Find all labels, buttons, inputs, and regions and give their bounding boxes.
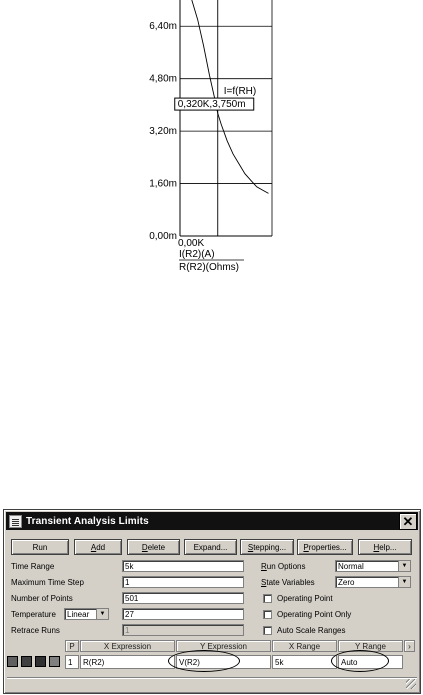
- time-range-label: Time Range: [11, 562, 55, 571]
- run-options-value: Normal: [338, 562, 364, 571]
- x-tick-label: 0,00K: [178, 238, 205, 249]
- retrace-runs-label: Retrace Runs: [11, 626, 60, 635]
- xlabel-denominator: R(R2)(Ohms): [179, 262, 239, 273]
- row-line-style-swatch[interactable]: [21, 656, 32, 667]
- properties-button[interactable]: [297, 539, 353, 555]
- add-button-label: dd: [96, 542, 106, 552]
- ylabel-numerator: I(R2)(A): [179, 249, 215, 260]
- series-legend: I=f(RH): [223, 86, 257, 98]
- status-bar: [7, 677, 417, 690]
- transient-analysis-dialog: [3, 509, 421, 694]
- operating-point-only-label: Operating Point Only: [277, 610, 352, 619]
- row-marker-swatch[interactable]: [49, 656, 60, 667]
- dialog-title: Transient Analysis Limits: [26, 515, 149, 527]
- help-button[interactable]: [358, 539, 412, 555]
- stepping-button-label: tepping...: [253, 542, 287, 552]
- state-variables-label-text: tate Variables: [266, 578, 315, 587]
- operating-point-label: Operating Point: [277, 594, 333, 603]
- highlight-ellipse-y-range: [331, 650, 389, 672]
- operating-point-checkbox[interactable]: [263, 594, 272, 603]
- row-y-expression-cell[interactable]: V(R2): [176, 655, 271, 669]
- y-tick-label: 3,20m: [149, 126, 177, 138]
- run-options-select[interactable]: [335, 560, 411, 572]
- plot-grid: [177, 0, 272, 236]
- run-options-label: Run Options: [261, 562, 306, 571]
- chevron-down-icon[interactable]: ▼: [96, 609, 108, 619]
- chevron-down-icon[interactable]: ▼: [398, 561, 410, 571]
- grid-header-x-range[interactable]: X Range: [272, 640, 337, 652]
- operating-point-only-checkbox[interactable]: [263, 610, 272, 619]
- help-button-accelerator: H: [373, 542, 380, 552]
- retrace-runs-field: 1: [122, 624, 244, 636]
- resize-grip-icon[interactable]: [406, 679, 416, 689]
- max-time-step-field[interactable]: 1: [122, 576, 244, 588]
- grid-header-y-range[interactable]: Y Range: [338, 640, 403, 652]
- run-button[interactable]: [11, 539, 69, 555]
- properties-button-label: roperties...: [308, 542, 347, 552]
- window-icon: [9, 515, 22, 528]
- row-color-swatch[interactable]: [7, 656, 18, 667]
- state-variables-select[interactable]: [335, 576, 411, 588]
- delete-button-accelerator: D: [141, 542, 148, 552]
- number-of-points-field[interactable]: 501: [122, 592, 244, 604]
- max-time-step-label: Maximum Time Step: [11, 578, 84, 587]
- auto-scale-ranges-label: Auto Scale Ranges: [277, 626, 346, 635]
- row-x-expression-cell[interactable]: R(R2): [80, 655, 175, 669]
- temperature-label: Temperature: [11, 610, 56, 619]
- y-tick-label: 4,80m: [149, 73, 177, 85]
- row-width-swatch[interactable]: [35, 656, 46, 667]
- delete-button[interactable]: [127, 539, 180, 555]
- run-options-label-text: un Options: [266, 562, 306, 571]
- delete-button-label: elete: [147, 542, 166, 552]
- state-variables-label: State Variables: [261, 578, 315, 587]
- temperature-mode-select[interactable]: [64, 608, 109, 620]
- plot-area: [0, 0, 423, 300]
- row-p-cell[interactable]: 1: [65, 655, 79, 669]
- chevron-right-icon: ›: [408, 642, 411, 651]
- expand-button[interactable]: [184, 539, 237, 555]
- row-x-range-cell[interactable]: 5k: [272, 655, 337, 669]
- y-tick-label: 1,60m: [149, 178, 177, 190]
- grid-header-y-expression[interactable]: Y Expression: [176, 640, 271, 652]
- state-variables-value: Zero: [338, 578, 355, 587]
- y-tick-label: 6,40m: [149, 21, 177, 33]
- highlight-ellipse-y-expression: [168, 650, 240, 672]
- chevron-down-icon[interactable]: ▼: [398, 577, 410, 587]
- time-range-field[interactable]: 5k: [122, 560, 244, 572]
- expand-button-label: Expand...: [193, 542, 228, 552]
- title-bar[interactable]: [6, 512, 418, 530]
- number-of-points-label: Number of Points: [11, 594, 73, 603]
- row-y-range-cell[interactable]: Auto: [338, 655, 403, 669]
- temperature-field[interactable]: 27: [122, 608, 244, 620]
- stepping-button[interactable]: [240, 539, 294, 555]
- add-button-accelerator: A: [90, 542, 97, 552]
- x-tick-labels: [178, 238, 204, 249]
- add-button[interactable]: [74, 539, 122, 555]
- grid-header-p[interactable]: P: [65, 640, 79, 652]
- y-tick-label: 0,00m: [149, 231, 177, 242]
- close-icon: ✕: [402, 514, 414, 529]
- cursor-readout: 0,320K,3,750m: [177, 99, 246, 111]
- help-button-label: elp...: [379, 542, 397, 552]
- run-button-label: Run: [32, 542, 48, 552]
- grid-scroll-right-button[interactable]: [404, 640, 415, 652]
- stepping-button-accelerator: S: [247, 542, 254, 552]
- properties-button-accelerator: P: [303, 542, 309, 552]
- grid-header-x-expression[interactable]: X Expression: [80, 640, 175, 652]
- auto-scale-ranges-checkbox[interactable]: [263, 626, 272, 635]
- close-button[interactable]: [399, 513, 417, 530]
- temperature-mode-value: Linear: [67, 610, 90, 619]
- y-tick-labels: [149, 21, 177, 242]
